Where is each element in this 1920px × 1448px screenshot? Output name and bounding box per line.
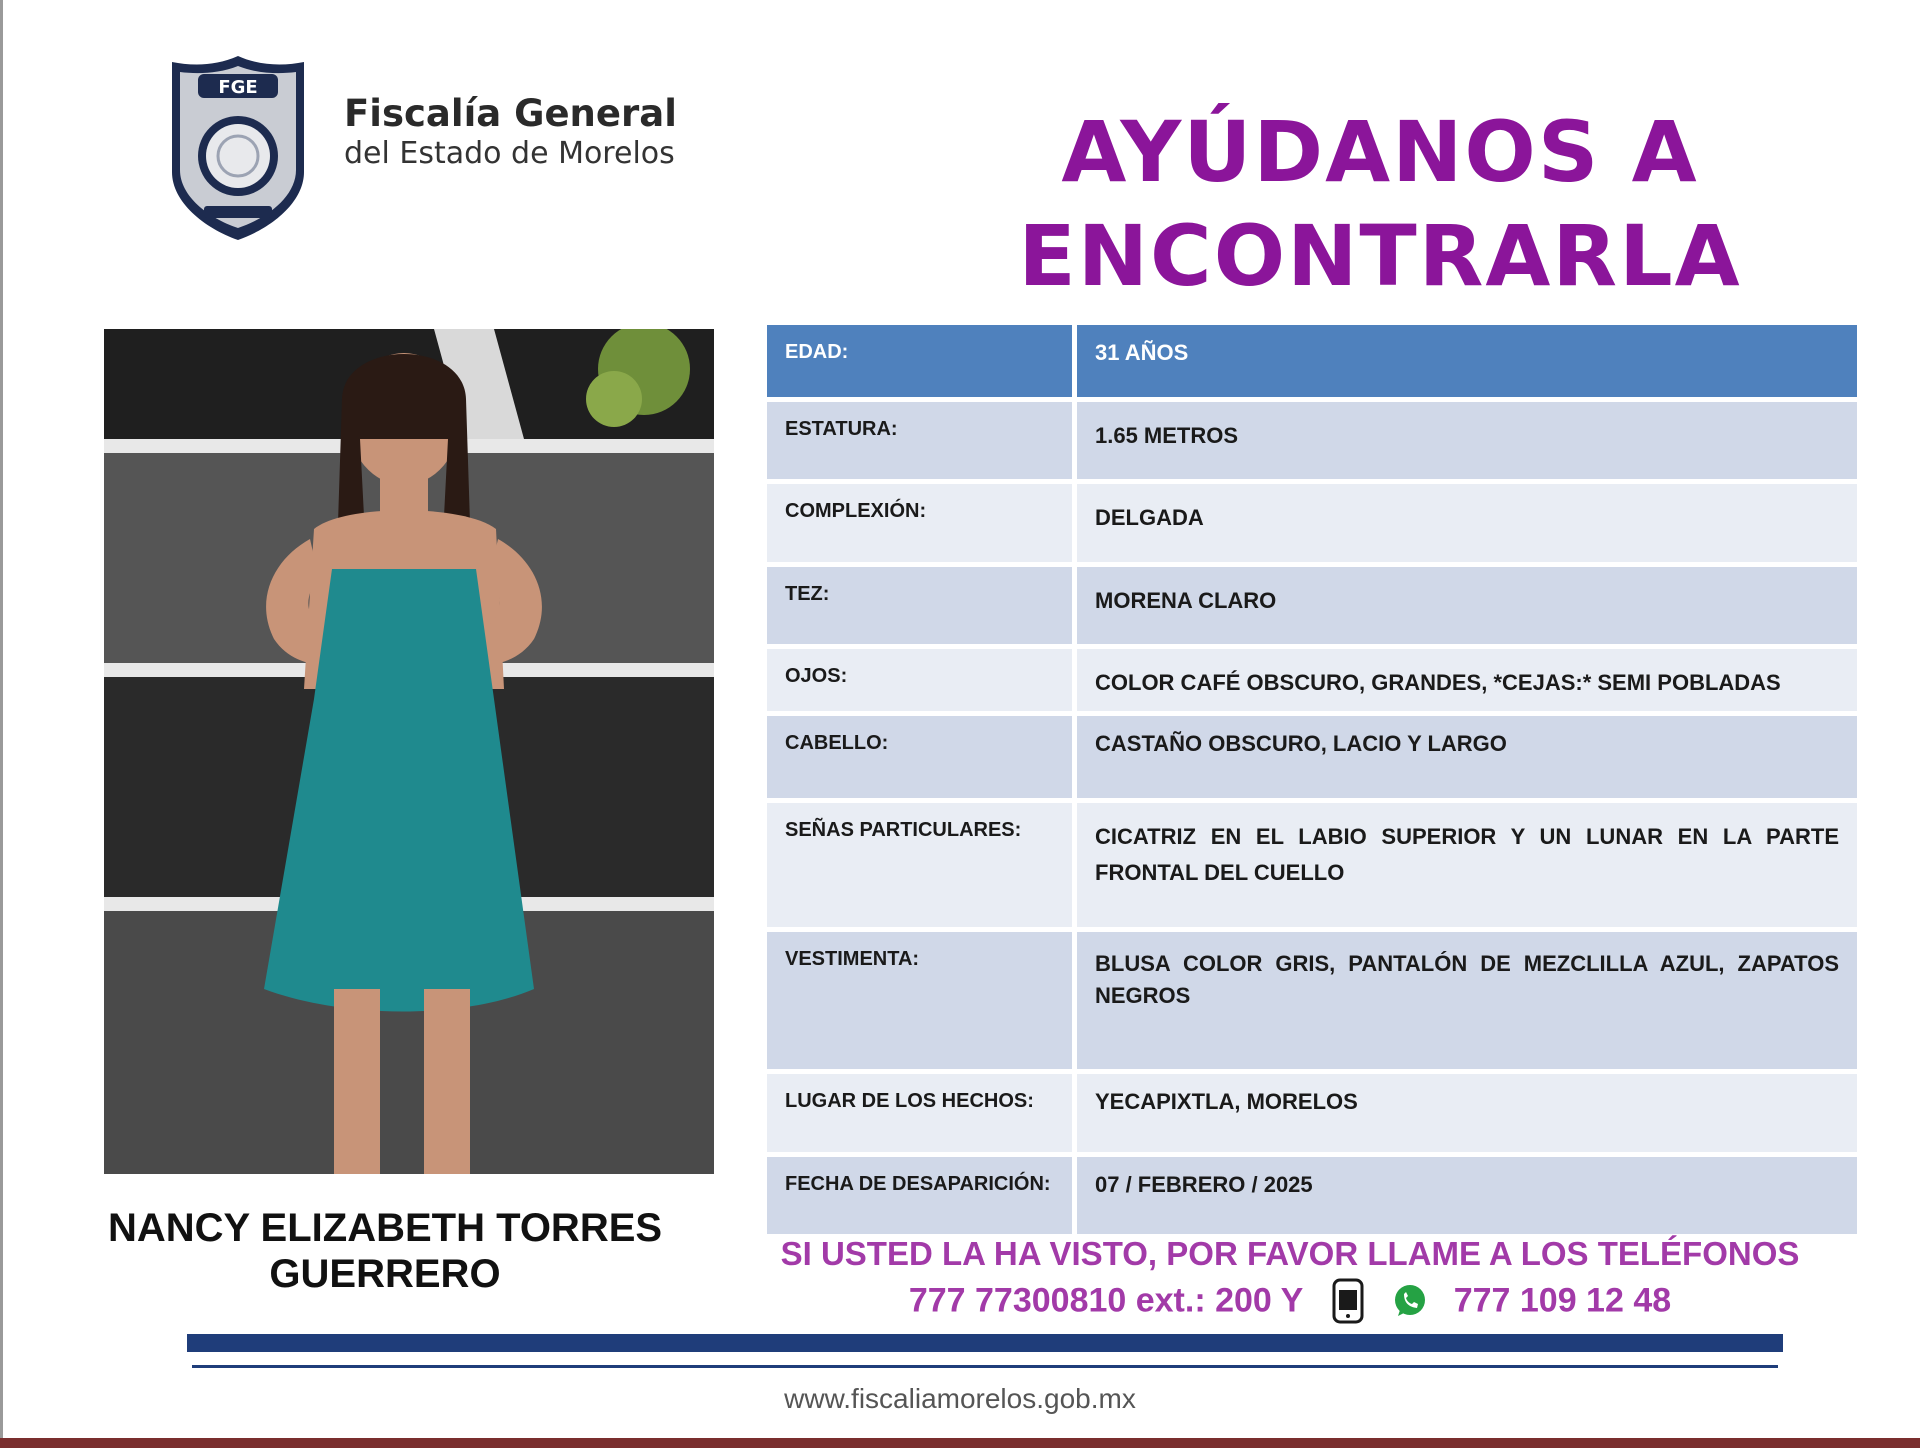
row-value: 07 / FEBRERO / 2025 bbox=[1095, 1172, 1313, 1197]
table-row bbox=[767, 567, 1857, 649]
phone-line bbox=[700, 1278, 1880, 1324]
row-label: LUGAR DE LOS HECHOS: bbox=[767, 1074, 1077, 1152]
mobile-phone-icon bbox=[1331, 1278, 1365, 1324]
row-label: OJOS: bbox=[767, 649, 1077, 711]
website-url[interactable]: www.fiscaliamorelos.gob.mx bbox=[784, 1383, 1136, 1414]
row-label: FECHA DE DESAPARICIÓN: bbox=[767, 1157, 1077, 1234]
missing-person-name bbox=[60, 1205, 710, 1297]
row-label: COMPLEXIÓN: bbox=[767, 484, 1077, 562]
divider-thin bbox=[192, 1365, 1778, 1368]
headline bbox=[960, 100, 1800, 308]
info-table bbox=[767, 325, 1857, 1234]
table-row bbox=[767, 803, 1857, 932]
table-row bbox=[767, 932, 1857, 1074]
table-row bbox=[767, 484, 1857, 567]
photo-illustration bbox=[104, 329, 714, 1174]
table-row bbox=[767, 402, 1857, 484]
row-label: EDAD: bbox=[767, 325, 1077, 397]
name-line-1: NANCY ELIZABETH TORRES bbox=[107, 1206, 663, 1250]
row-label: TEZ: bbox=[767, 567, 1077, 644]
row-label: CABELLO: bbox=[767, 716, 1077, 798]
table-row bbox=[767, 1074, 1857, 1157]
fge-badge-logo bbox=[164, 52, 312, 244]
divider-thick bbox=[187, 1334, 1783, 1352]
row-label: ESTATURA: bbox=[767, 402, 1077, 479]
table-row bbox=[767, 1157, 1857, 1234]
badge-label: FGE bbox=[218, 77, 258, 98]
call-to-action: SI USTED LA HA VISTO, POR FAVOR LLAME A LOS TELÉFONOS bbox=[780, 1235, 1800, 1272]
name-line-2: GUERRERO bbox=[269, 1252, 501, 1296]
row-value: MORENA CLARO bbox=[1095, 588, 1277, 613]
row-value: DELGADA bbox=[1095, 505, 1204, 530]
table-row bbox=[767, 649, 1857, 716]
row-value: COLOR CAFÉ OBSCURO, GRANDES, *CEJAS:* SEMI POBLADAS bbox=[1095, 670, 1781, 695]
missing-person-photo bbox=[104, 329, 714, 1174]
left-border bbox=[0, 0, 3, 1448]
headline-line-1: AYÚDANOS A bbox=[1061, 103, 1699, 201]
headline-line-2: ENCONTRARLA bbox=[1018, 207, 1742, 305]
org-title: Fiscalía General bbox=[344, 92, 677, 135]
row-label: VESTIMENTA: bbox=[767, 932, 1077, 1069]
phone-number-landline: 777 77300810 ext.: 200 Y bbox=[908, 1281, 1304, 1320]
table-row bbox=[767, 716, 1857, 803]
row-value: BLUSA COLOR GRIS, PANTALÓN DE MEZCLILLA AZUL, ZAPATOS NEGROS bbox=[1095, 951, 1839, 1008]
row-value: 31 AÑOS bbox=[1095, 340, 1189, 365]
phone-number-whatsapp: 777 109 12 48 bbox=[1453, 1281, 1672, 1320]
org-subtitle: del Estado de Morelos bbox=[344, 136, 675, 171]
row-value: CICATRIZ EN EL LABIO SUPERIOR Y UN LUNAR EN LA PARTE FRONTAL DEL CUELLO bbox=[1095, 824, 1839, 885]
row-value: YECAPIXTLA, MORELOS bbox=[1095, 1089, 1358, 1114]
whatsapp-icon bbox=[1392, 1283, 1428, 1319]
row-value: 1.65 METROS bbox=[1095, 423, 1239, 448]
row-value: CASTAÑO OBSCURO, LACIO Y LARGO bbox=[1095, 731, 1507, 756]
table-row bbox=[767, 325, 1857, 402]
bottom-border bbox=[0, 1438, 1920, 1448]
row-label: SEÑAS PARTICULARES: bbox=[767, 803, 1077, 927]
